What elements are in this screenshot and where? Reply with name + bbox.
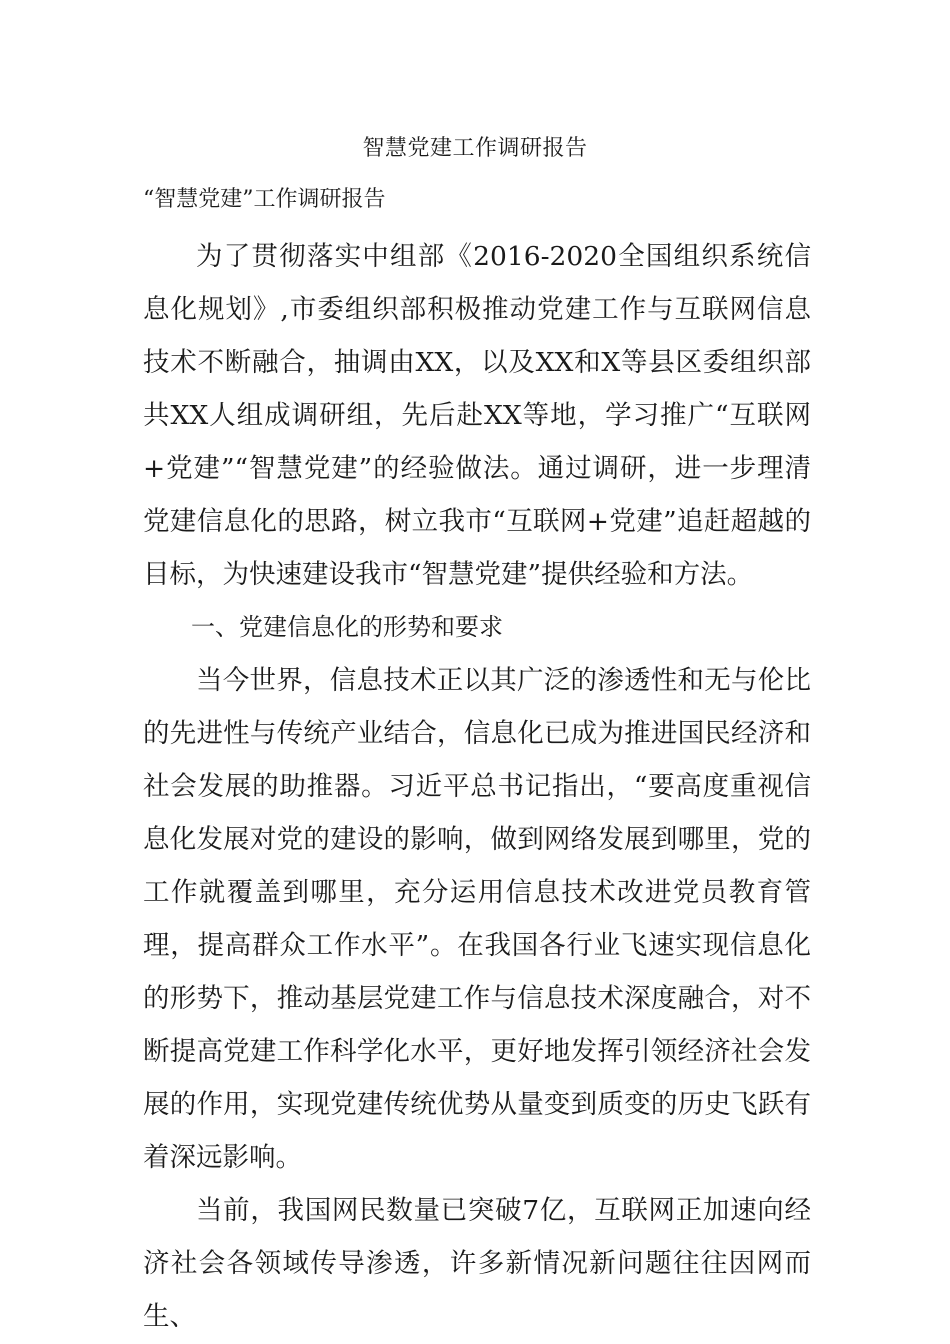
section-heading: 一、党建信息化的形势和要求 xyxy=(191,613,503,641)
paragraph-situation: 当今世界，信息技术正以其广泛的渗透性和无与伦比的先进性与传统产业结合，信息化已成为推进国民经济和社会发展的助推器。习近平总书记指出，“要高度重视信息化发展对党的建设的影响，做到网络发展到哪里，党的工作就覆盖到哪里，充分运用信息技术改进党员教育管理，提高群众工作水平”。在我国各行业飞速实现信息化的形势下，推动基层党建工作与信息技术深度融合，对不断提高党建工作科学化水平，更好地发挥引领经济社会发展的作用，实现党建传统优势从量变到质变的历史飞跃有着深远影响。 xyxy=(143,665,811,1173)
document-body xyxy=(143,230,811,1343)
paragraph-current: 当前，我国网民数量已突破7亿，互联网正加速向经济社会各领域传导渗透，许多新情况新问题往往因网而生、 xyxy=(143,1195,811,1332)
paragraph-intro: 为了贯彻落实中组部《2016-2020全国组织系统信息化规划》,市委组织部积极推动党建工作与互联网信息技术不断融合，抽调由XX，以及XX和X等县区委组织部共XX人组成调研组，先后赴XX等地，学习推广“互联网+党建”“智慧党建”的经验做法。通过调研，进一步理清党建信息化的思路，树立我市“互联网+党建”追赶超越的目标，为快速建设我市“智慧党建”提供经验和方法。 xyxy=(143,241,811,590)
document-subtitle: “智慧党建”工作调研报告 xyxy=(143,187,386,212)
document-title: 智慧党建工作调研报告 xyxy=(362,136,588,161)
